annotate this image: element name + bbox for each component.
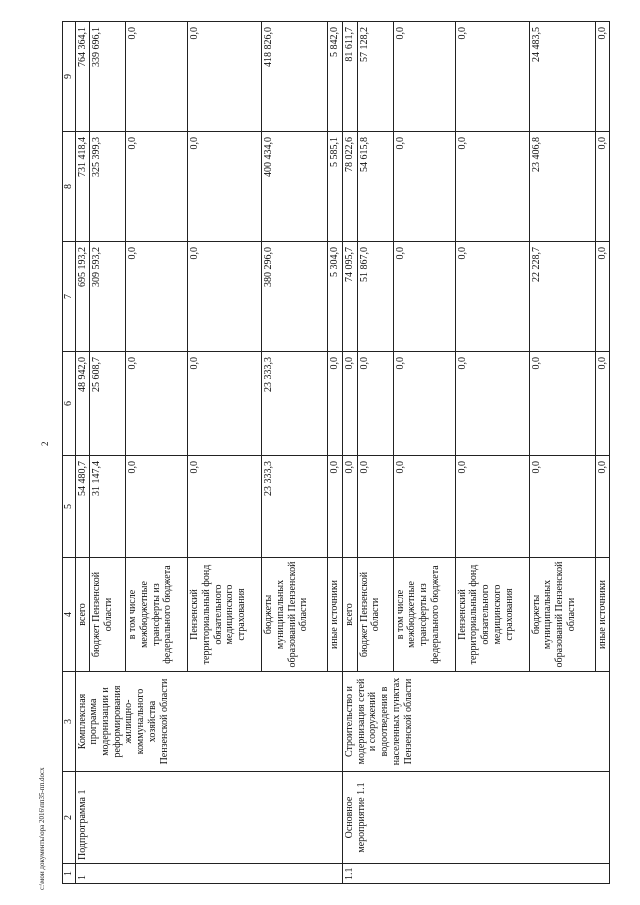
funding-source-cell: в том числе межбюджетные трансферты из федерального бюджета — [393, 558, 455, 672]
amount-cell: 74 095,7 — [343, 242, 358, 352]
page-number: 2 — [40, 441, 50, 446]
amount-cell: 23 406,8 — [529, 132, 595, 242]
amount-cell: 0,0 — [328, 352, 343, 456]
amount-cell: 380 296,0 — [262, 242, 328, 352]
rotated-page — [62, 22, 608, 884]
row-name-cell: Подпрограмма 1 — [75, 772, 342, 864]
amount-cell: 0,0 — [126, 132, 188, 242]
funding-source-cell: всего — [75, 558, 90, 672]
amount-cell: 0,0 — [126, 352, 188, 456]
row-number-cell: 1 — [75, 864, 342, 884]
amount-cell: 48 942,0 — [75, 352, 90, 456]
footer-path: c:\мои документы\ора 2016\пп35-пп.docx — [38, 767, 46, 890]
amount-cell: 695 193,2 — [75, 242, 90, 352]
amount-cell: 0,0 — [393, 22, 455, 132]
table-row — [75, 22, 90, 884]
funding-source-cell: в том числе межбюджетные трансферты из федерального бюджета — [126, 558, 188, 672]
amount-cell: 78 022,6 — [343, 132, 358, 242]
amount-cell: 0,0 — [126, 242, 188, 352]
amount-cell: 0,0 — [595, 456, 610, 558]
amount-cell: 0,0 — [595, 242, 610, 352]
amount-cell: 0,0 — [188, 456, 262, 558]
amount-cell: 0,0 — [188, 132, 262, 242]
column-header-3: 3 — [63, 672, 76, 772]
amount-cell: 0,0 — [357, 456, 393, 558]
amount-cell: 764 364,1 — [75, 22, 90, 132]
amount-cell: 0,0 — [357, 352, 393, 456]
amount-cell: 309 593,2 — [90, 242, 126, 352]
column-header-4: 4 — [63, 558, 76, 672]
amount-cell: 54 615,8 — [357, 132, 393, 242]
amount-cell: 51 867,0 — [357, 242, 393, 352]
amount-cell: 5 304,0 — [328, 242, 343, 352]
amount-cell: 0,0 — [188, 22, 262, 132]
column-header-1: 1 — [63, 864, 76, 884]
amount-cell: 0,0 — [343, 352, 358, 456]
amount-cell: 23 333,3 — [262, 352, 328, 456]
amount-cell: 0,0 — [455, 22, 529, 132]
amount-cell: 5 842,0 — [328, 22, 343, 132]
funding-source-cell: бюджет Пензенской области — [357, 558, 393, 672]
amount-cell: 0,0 — [455, 242, 529, 352]
row-name-cell: Основное мероприятие 1.1 — [343, 772, 610, 864]
funding-source-cell: бюджет Пензенской области — [90, 558, 126, 672]
amount-cell: 23 333,3 — [262, 456, 328, 558]
column-header-5: 5 — [63, 456, 76, 558]
amount-cell: 0,0 — [393, 242, 455, 352]
table-row — [343, 22, 358, 884]
funding-source-cell: бюджеты муниципальных образований Пензенской области — [529, 558, 595, 672]
amount-cell: 0,0 — [188, 242, 262, 352]
amount-cell: 0,0 — [126, 22, 188, 132]
amount-cell: 5 585,1 — [328, 132, 343, 242]
amount-cell: 31 147,4 — [90, 456, 126, 558]
row-description-cell: Строительство и модернизация сетей и сооружений водоотведения в населенных пунктах Пензенской области — [343, 672, 610, 772]
table-body — [63, 22, 610, 884]
column-header-6: 6 — [63, 352, 76, 456]
column-header-2: 2 — [63, 772, 76, 864]
column-header-8: 8 — [63, 132, 76, 242]
amount-cell: 339 696,1 — [90, 22, 126, 132]
amount-cell: 0,0 — [455, 456, 529, 558]
amount-cell: 0,0 — [529, 352, 595, 456]
funding-source-cell: бюджеты муниципальных образований Пензенской области — [262, 558, 328, 672]
funding-source-cell: всего — [343, 558, 358, 672]
amount-cell: 325 399,3 — [90, 132, 126, 242]
row-description-cell: Комплексная программа модернизации и реформирования жилищно-коммунального хозяйства Пензенской области — [75, 672, 342, 772]
amount-cell: 0,0 — [188, 352, 262, 456]
amount-cell: 0,0 — [328, 456, 343, 558]
amount-cell: 0,0 — [393, 352, 455, 456]
amount-cell: 81 611,7 — [343, 22, 358, 132]
funding-source-cell: иные источники — [595, 558, 610, 672]
amount-cell: 0,0 — [455, 352, 529, 456]
amount-cell: 0,0 — [343, 456, 358, 558]
amount-cell: 0,0 — [529, 456, 595, 558]
column-header-9: 9 — [63, 22, 76, 132]
amount-cell: 25 608,7 — [90, 352, 126, 456]
amount-cell: 24 483,5 — [529, 22, 595, 132]
amount-cell: 0,0 — [595, 132, 610, 242]
amount-cell: 0,0 — [595, 352, 610, 456]
amount-cell: 0,0 — [126, 456, 188, 558]
funding-source-cell: Пензенский территориальный фонд обязательного медицинского страхования — [455, 558, 529, 672]
amount-cell: 0,0 — [595, 22, 610, 132]
amount-cell: 0,0 — [455, 132, 529, 242]
funding-table — [62, 21, 610, 884]
amount-cell: 731 418,4 — [75, 132, 90, 242]
header-row — [63, 22, 76, 884]
amount-cell: 418 826,0 — [262, 22, 328, 132]
column-header-7: 7 — [63, 242, 76, 352]
amount-cell: 22 228,7 — [529, 242, 595, 352]
amount-cell: 0,0 — [393, 456, 455, 558]
amount-cell: 57 128,2 — [357, 22, 393, 132]
amount-cell: 0,0 — [393, 132, 455, 242]
amount-cell: 54 480,7 — [75, 456, 90, 558]
funding-source-cell: иные источники — [328, 558, 343, 672]
row-number-cell: 1.1 — [343, 864, 610, 884]
funding-source-cell: Пензенский территориальный фонд обязательного медицинского страхования — [188, 558, 262, 672]
amount-cell: 400 434,0 — [262, 132, 328, 242]
